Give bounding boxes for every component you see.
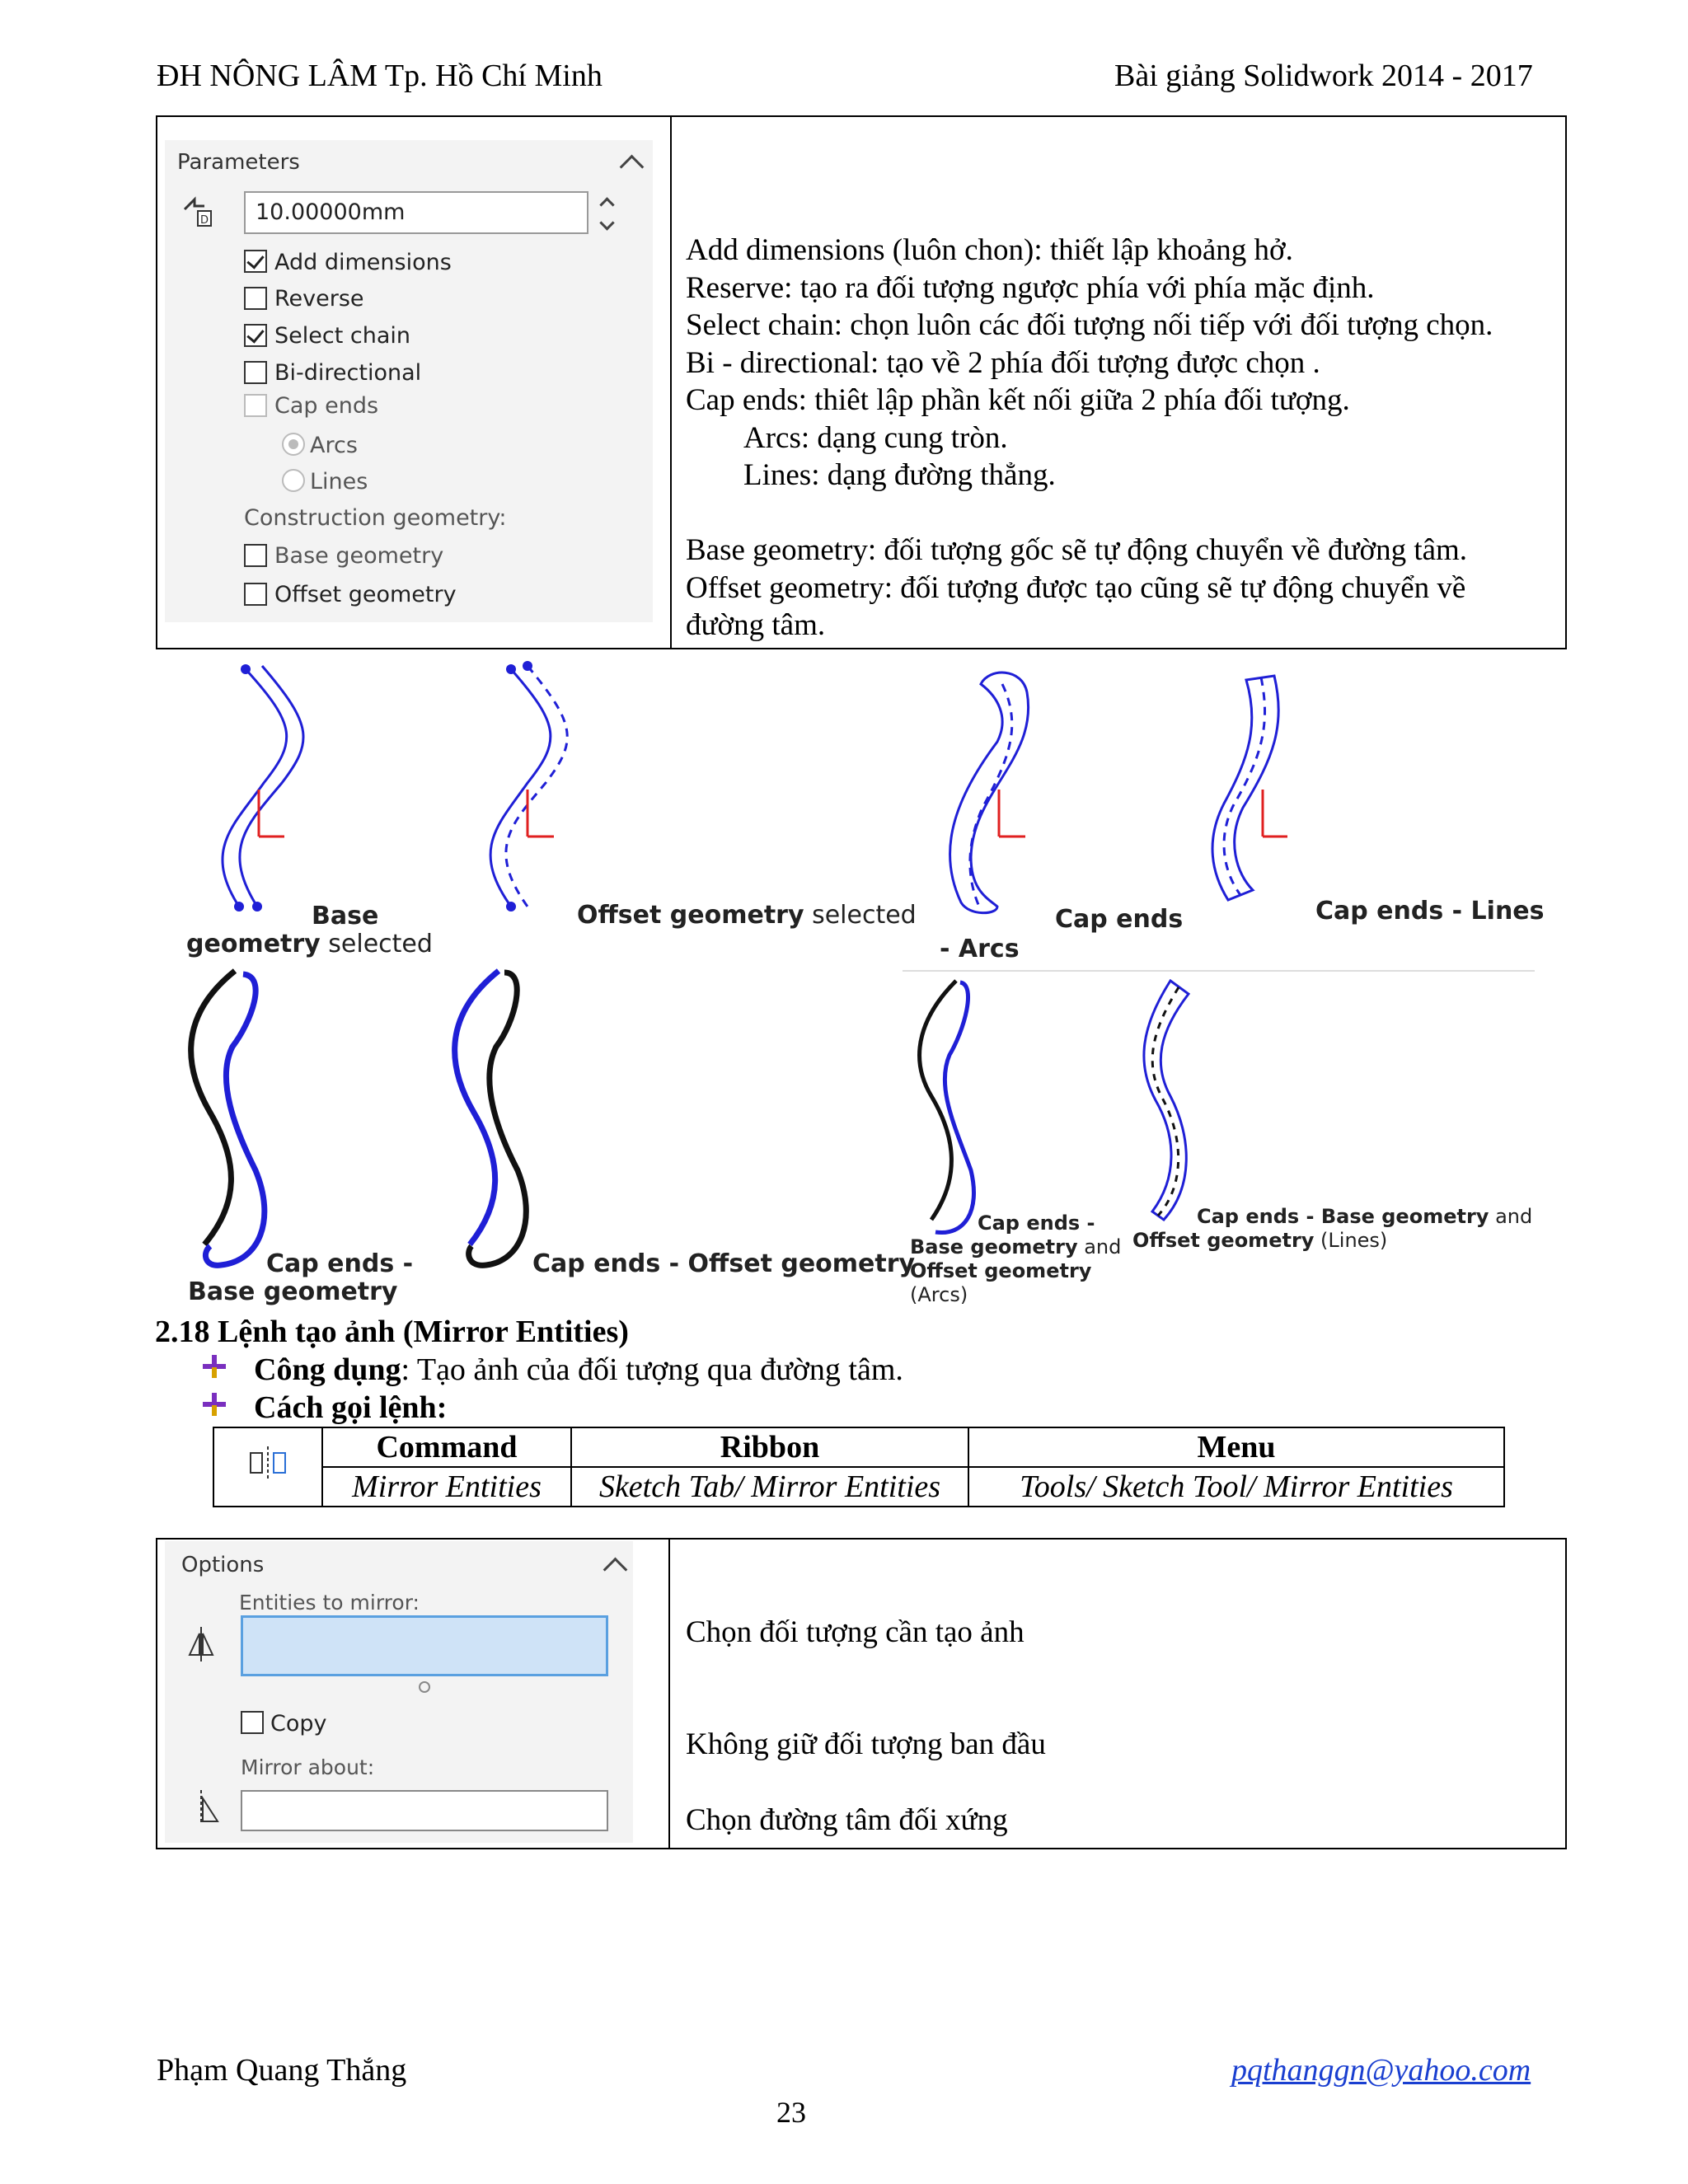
footer-author: Phạm Quang Thắng xyxy=(157,2053,407,2088)
desc-line: Base geometry: đối tượng gốc sẽ tự động chuyển về đường tâm. xyxy=(686,533,1468,567)
desc-line: Cap ends: thiêt lập phần kết nối giữa 2 phía đối tượng. xyxy=(686,383,1350,417)
cap-offset-figure xyxy=(455,971,527,1265)
panel-title: Parameters xyxy=(177,150,300,175)
select-chain-label: Select chain xyxy=(274,323,410,349)
distance-value: 10.00000mm xyxy=(256,199,406,225)
desc-line: Offset geometry: đối tượng được tạo cũng sẽ tự động chuyển về xyxy=(686,571,1466,605)
caption-cap-both-arcs-1: Cap ends - xyxy=(978,1212,1095,1235)
mirror-about-label: Mirror about: xyxy=(241,1755,375,1779)
arcs-label: Arcs xyxy=(310,433,358,458)
caption-base-selected-1: Base xyxy=(312,902,379,930)
bullet-icon xyxy=(203,1393,226,1416)
origin-axis-4 xyxy=(1263,790,1287,837)
base-selected-points xyxy=(234,664,262,912)
cap-arcs-figure xyxy=(950,673,1029,913)
desc-line: Reserve: tạo ra đối tượng ngược phía với phía mặc định. xyxy=(686,271,1375,305)
caption-cap-both-lines-2: Offset geometry (Lines) xyxy=(1132,1229,1388,1252)
mirror-icon-cell xyxy=(213,1427,322,1507)
page-number: 23 xyxy=(776,2096,806,2129)
cap-ends-label: Cap ends xyxy=(274,393,379,419)
mirror-table-divider xyxy=(668,1538,670,1849)
copy-label: Copy xyxy=(270,1711,327,1736)
header-ribbon: Ribbon xyxy=(571,1427,968,1467)
base-selected-figure xyxy=(223,666,303,907)
caption-base-selected-2: geometry selected xyxy=(186,930,433,958)
options-panel xyxy=(165,1541,633,1843)
caption-cap-both-lines-1: Cap ends - Base geometry and xyxy=(1197,1205,1533,1228)
reverse-label: Reverse xyxy=(274,286,364,312)
origin-axis-3 xyxy=(999,790,1025,837)
desc-line: Add dimensions (luôn chon): thiết lập khoảng hở. xyxy=(686,233,1293,267)
base-geometry-label: Base geometry xyxy=(274,543,444,569)
chevron-up-icon[interactable] xyxy=(603,1558,628,1582)
caption-cap-arcs-1: Cap ends xyxy=(1055,905,1184,934)
command-table xyxy=(213,1427,1505,1507)
mirror-about-input[interactable] xyxy=(241,1790,608,1831)
mirror-desc-2: Không giữ đối tượng ban đầu xyxy=(686,1727,1046,1761)
caption-cap-lines: Cap ends - Lines xyxy=(1315,897,1545,926)
bi-directional-label: Bi-directional xyxy=(274,360,422,386)
copy-checkbox[interactable] xyxy=(241,1711,264,1734)
caption-cap-base-1: Cap ends - xyxy=(266,1249,414,1278)
desc-line: Arcs: dạng cung tròn. xyxy=(743,421,1008,455)
mirror-desc-1: Chọn đối tượng cần tạo ảnh xyxy=(686,1615,1025,1649)
header-left: ĐH NÔNG LÂM Tp. Hồ Chí Minh xyxy=(157,59,603,93)
caption-cap-base-2: Base geometry xyxy=(188,1277,398,1306)
caption-offset-selected: Offset geometry selected xyxy=(577,901,917,930)
mirror-entities-select-icon xyxy=(185,1625,218,1663)
entities-to-mirror-listbox[interactable] xyxy=(241,1615,608,1676)
section-heading: 2.18 Lệnh tạo ảnh (Mirror Entities) xyxy=(155,1315,629,1349)
panel-title: Options xyxy=(181,1553,265,1577)
mirror-entities-icon xyxy=(247,1445,288,1481)
construction-geometry-label: Construction geometry: xyxy=(244,505,507,531)
desc-line: Lines: dạng đường thẳng. xyxy=(743,458,1056,492)
cap-both-arcs-figure xyxy=(920,981,974,1233)
usage-line: Công dụng: Tạo ảnh của đối tượng qua đường tâm. xyxy=(254,1352,903,1387)
desc-line: đường tâm. xyxy=(686,608,826,642)
caption-cap-both-arcs-2: Base geometry and xyxy=(910,1235,1122,1258)
offset-selected-figure xyxy=(490,666,567,907)
cell-command: Mirror Entities xyxy=(322,1467,571,1507)
offset-geometry-label: Offset geometry xyxy=(274,582,457,607)
caption-cap-offset: Cap ends - Offset geometry xyxy=(532,1249,916,1278)
caption-cap-both-arcs-3: Offset geometry xyxy=(910,1259,1092,1282)
origin-axis-2 xyxy=(528,790,554,837)
entities-to-mirror-label: Entities to mirror: xyxy=(239,1591,420,1615)
header-command: Command xyxy=(322,1427,571,1467)
cell-menu: Tools/ Sketch Tool/ Mirror Entities xyxy=(968,1467,1504,1507)
lines-label: Lines xyxy=(310,469,368,494)
caption-cap-arcs-2: - Arcs xyxy=(940,935,1020,963)
add-dimensions-label: Add dimensions xyxy=(274,250,452,275)
mirror-about-icon xyxy=(195,1788,223,1825)
footer-email-link[interactable]: pqthanggn@yahoo.com xyxy=(1231,2053,1531,2088)
cap-base-figure xyxy=(191,971,265,1265)
bullet-icon xyxy=(203,1355,226,1378)
cell-ribbon: Sketch Tab/ Mirror Entities xyxy=(571,1467,968,1507)
desc-line: Bi - directional: tạo về 2 phía đối tượng được chọn . xyxy=(686,346,1320,380)
mirror-desc-3: Chọn đường tâm đối xứng xyxy=(686,1803,1008,1837)
cap-both-lines-figure xyxy=(1144,981,1189,1220)
header-right: Bài giảng Solidwork 2014 - 2017 xyxy=(1114,59,1533,93)
header-menu: Menu xyxy=(968,1427,1504,1467)
caption-cap-both-arcs-4: (Arcs) xyxy=(910,1283,968,1306)
svg-text:D: D xyxy=(200,214,209,227)
cap-lines-figure xyxy=(1212,676,1278,900)
desc-line: Select chain: chọn luôn các đối tượng nối tiếp với đối tượng chọn. xyxy=(686,308,1493,342)
resize-handle-icon[interactable] xyxy=(419,1681,430,1693)
call-method-label: Cách gọi lệnh: xyxy=(254,1390,448,1425)
